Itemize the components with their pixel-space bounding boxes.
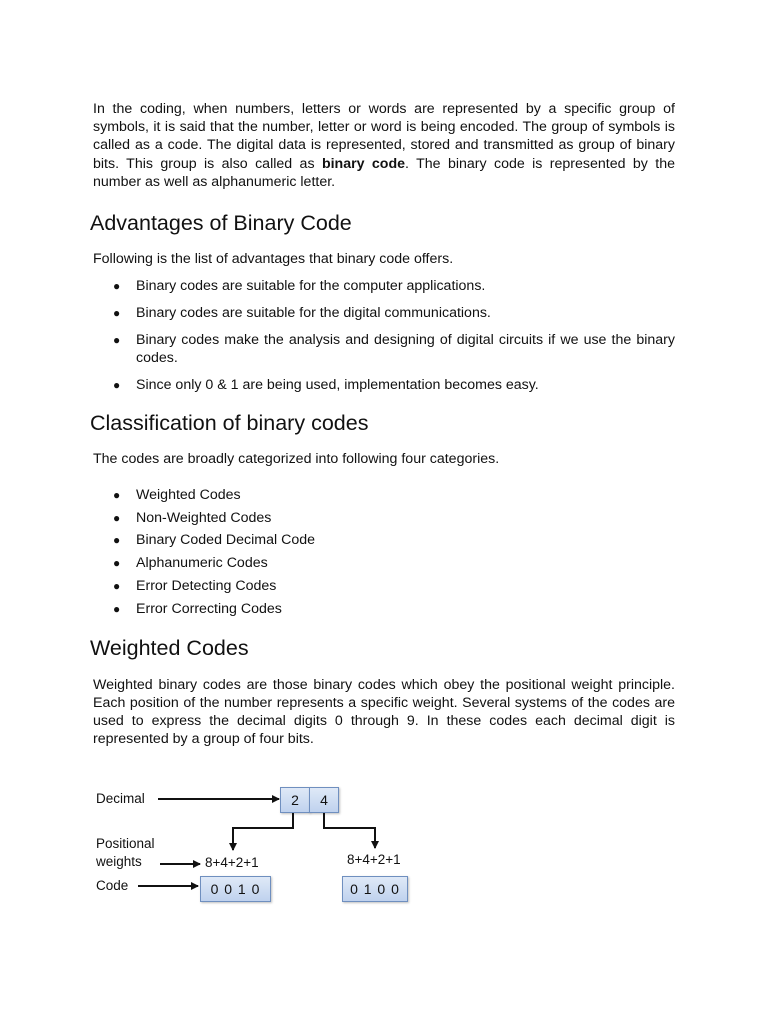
advantages-lead: Following is the list of advantages that binary code offers. xyxy=(93,251,454,268)
weights-text-left: 8+4+2+1 xyxy=(205,855,259,870)
list-item: ● Binary codes are suitable for the digital communications. xyxy=(113,305,491,322)
bullet-icon: ● xyxy=(113,487,121,502)
document-page xyxy=(90,100,675,748)
list-item: ● Alphanumeric Codes xyxy=(93,552,675,575)
code-box-right: 0 1 0 0 xyxy=(342,876,408,902)
list-item: ● Error Correcting Codes xyxy=(93,598,675,621)
classification-lead: The codes are broadly categorized into following four categories. xyxy=(93,450,500,467)
list-item: ● Non-Weighted Codes xyxy=(93,507,675,530)
weighted-paragraph: Weighted binary codes are those binary codes which obey the positional weight principle. Each position of the number represents a specific weight. Several systems of the codes are used to express the decimal digits 0 through 9. In these codes each decimal digit is represented by a group of four bits. xyxy=(93,676,675,748)
decimal-label: Decimal xyxy=(96,791,145,806)
list-item: ● Since only 0 & 1 are being used, implementation becomes easy. xyxy=(113,377,539,394)
bullet-icon: ● xyxy=(113,510,121,525)
weights-text-right: 8+4+2+1 xyxy=(347,852,401,867)
bullet-icon: ● xyxy=(113,533,121,548)
weighted-heading: Weighted Codes xyxy=(90,635,249,660)
bullet-icon: ● xyxy=(113,333,121,348)
bullet-icon: ● xyxy=(113,378,121,393)
bullet-icon: ● xyxy=(113,579,121,594)
advantages-list xyxy=(93,277,675,394)
weighted-code-diagram xyxy=(92,780,422,910)
weights-label: weights xyxy=(96,854,142,869)
code-box-left: 0 0 1 0 xyxy=(200,876,271,902)
classification-list xyxy=(93,484,675,621)
right-branch-arrow xyxy=(324,812,375,848)
list-item: ● Binary codes make the analysis and designing of digital circuits if we use the binary codes. xyxy=(113,332,675,367)
list-item: ● Binary Coded Decimal Code xyxy=(93,529,675,552)
list-item: ● Binary codes are suitable for the computer applications. xyxy=(113,278,486,295)
list-item: ● Error Detecting Codes xyxy=(93,575,675,598)
decimal-digit-box: 2 xyxy=(280,787,310,813)
intro-text-1: In the coding, when numbers, letters or words are represented by a specific group of symbols, it is said that the number, letter or word is being encoded. The group of symbols is called as a code. The digital data is represented, stored and transmitted as group of binary bits. This group is also called as xyxy=(93,101,675,172)
bullet-icon: ● xyxy=(113,279,121,294)
classification-heading: Classification of binary codes xyxy=(90,410,369,435)
list-item: ● Weighted Codes xyxy=(93,484,675,507)
positional-label: Positional xyxy=(96,836,155,851)
bullet-icon: ● xyxy=(113,306,121,321)
bullet-icon: ● xyxy=(113,601,121,616)
intro-text-2: . The binary code is represented by the number as well as alphanumeric letter. xyxy=(93,155,675,190)
intro-paragraph xyxy=(93,100,675,191)
advantages-heading: Advantages of Binary Code xyxy=(90,211,352,236)
bullet-icon: ● xyxy=(113,556,121,571)
decimal-digit-box: 4 xyxy=(309,787,339,813)
intro-bold-term: binary code xyxy=(321,155,406,172)
code-label: Code xyxy=(96,878,129,893)
left-branch-arrow xyxy=(233,812,293,850)
